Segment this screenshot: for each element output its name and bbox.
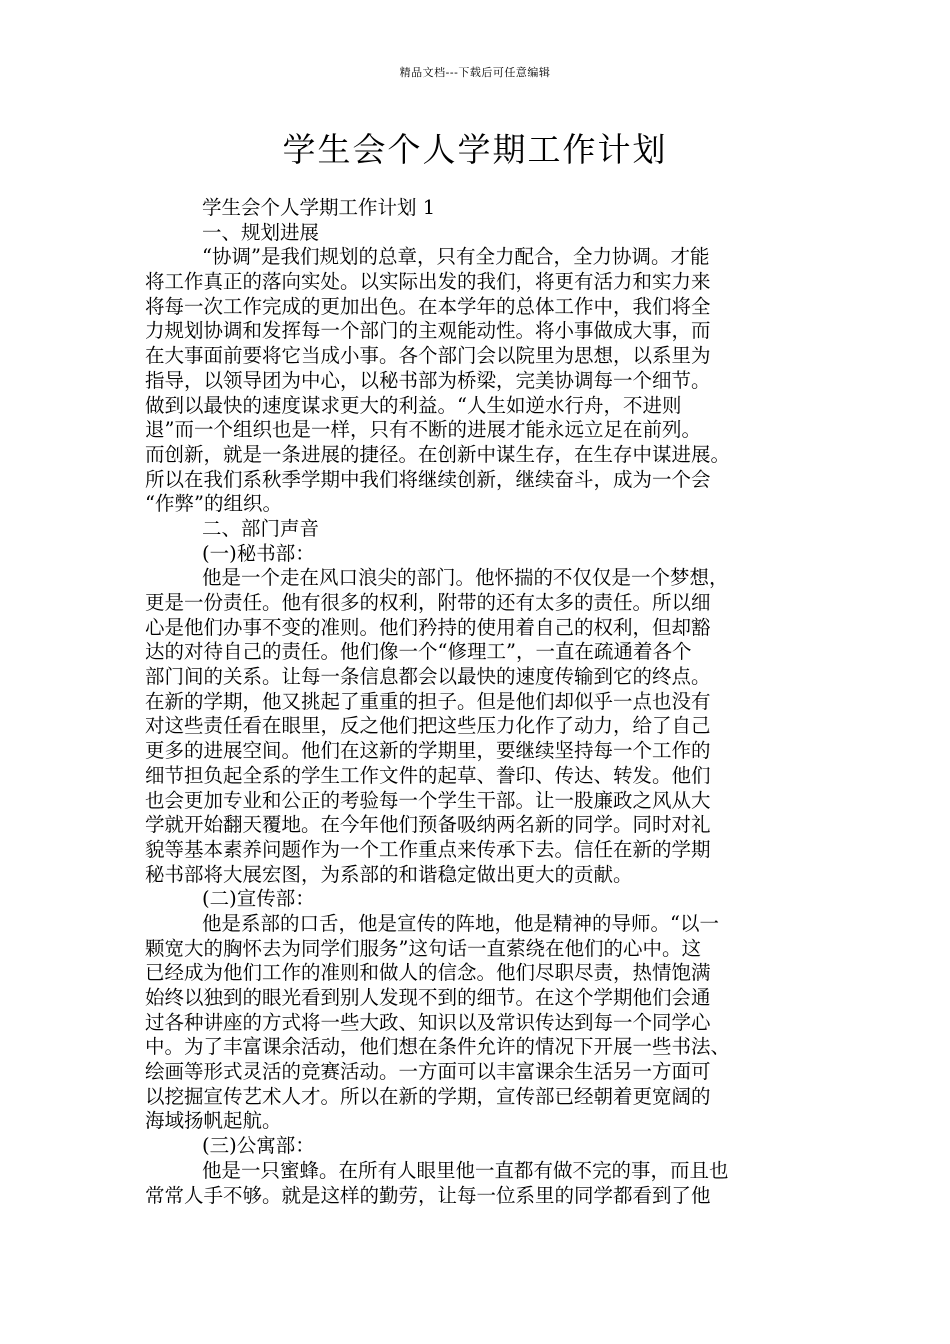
text-line: 绘画等形式灵活的竞赛活动。一方面可以丰富课余生活另一方面可	[145, 1060, 711, 1084]
text-line: 在大事面前要将它当成小事。各个部门会以院里为思想，以系里为	[145, 344, 711, 368]
text-line: 始终以独到的眼光看到别人发现不到的细节。在这个学期他们会通	[145, 986, 711, 1009]
text-line: “作弊”的组织。	[145, 492, 282, 516]
text-line: 将工作真正的落向实处。以实际出发的我们，将更有活力和实力来	[145, 270, 711, 294]
text-line: (二)宣传部：	[202, 887, 315, 911]
document-body	[145, 196, 825, 1208]
text-line: 颗宽大的胸怀去为同学们服务”这句话一直萦绕在他们的心中。这	[145, 936, 701, 960]
text-line: 秘书部将大展宏图，为系部的和谐稳定做出更大的贡献。	[145, 862, 633, 886]
text-line: 对这些责任看在眼里，反之他们把这些压力化作了动力，给了自己	[145, 714, 711, 738]
text-line: (三)公寓部：	[202, 1134, 315, 1158]
text-line: 心是他们办事不变的准则。他们矜持的使用着自己的权利，但却豁	[145, 615, 711, 639]
text-line: (一)秘书部：	[202, 541, 315, 565]
text-line: 在新的学期，他又挑起了重重的担子。但是他们却似乎一点也没有	[145, 689, 711, 713]
text-line: 以挖掘宣传艺术人才。所以在新的学期，宣传部已经朝着更宽阔的	[145, 1084, 711, 1108]
text-line: “协调”是我们规划的总章，只有全力配合，全力协调。才能	[202, 245, 710, 269]
page-header-note: 精品文档---下载后可任意编辑	[399, 66, 551, 79]
text-line: 所以在我们系秋季学期中我们将继续创新，继续奋斗，成为一个会	[145, 467, 711, 491]
text-line: 做到以最快的速度谋求更大的利益。“人生如逆水行舟，不进则	[145, 393, 682, 417]
text-line: 学生会个人学期工作计划 1	[202, 196, 436, 219]
text-line: 更是一份责任。他有很多的权利，附带的还有太多的责任。所以细	[145, 591, 711, 614]
text-line: 也会更加专业和公正的考验每一个学生干部。让一股廉政之风从大	[145, 788, 711, 812]
text-line: 学就开始翻天覆地。在今年他们预备吸纳两名新的同学。同时对礼	[145, 813, 711, 837]
text-line: 更多的进展空间。他们在这新的学期里，要继续坚持每一个工作的	[145, 739, 711, 763]
text-line: 二、部门声音	[202, 516, 320, 540]
text-line: 部门间的关系。让每一条信息都会以最快的速度传输到它的终点。	[145, 665, 711, 689]
text-line: 他是一个走在风口浪尖的部门。他怀揣的不仅仅是一个梦想，	[202, 566, 729, 590]
text-line: 指导，以领导团为中心，以秘书部为桥梁，完美协调每一个细节。	[145, 368, 711, 392]
text-line: 力规划协调和发挥每一个部门的主观能动性。将小事做成大事，而	[145, 319, 711, 343]
text-line: 已经成为他们工作的准则和做人的信念。他们尽职尽责，热情饱满	[145, 961, 711, 985]
text-line: 他是一只蜜蜂。在所有人眼里他一直都有做不完的事，而且也	[202, 1158, 729, 1182]
document-title: 学生会个人学期工作计划	[282, 130, 668, 169]
text-line: 貌等基本素养问题作为一个工作重点来传承下去。信任在新的学期	[145, 837, 711, 861]
text-line: 细节担负起全系的学生工作文件的起草、誊印、传达、转发。他们	[145, 763, 711, 787]
text-line: 中。为了丰富课余活动，他们想在条件允许的情况下开展一些书法、	[145, 1035, 731, 1059]
text-line: 退”而一个组织也是一样，只有不断的进展才能永远立足在前列。	[145, 418, 701, 442]
text-line: 达的对待自己的责任。他们像一个“修理工”，一直在疏通着各个	[145, 640, 692, 664]
text-line: 海域扬帆起航。	[145, 1109, 282, 1133]
text-line: 常常人手不够。就是这样的勤劳，让每一位系里的同学都看到了他	[145, 1183, 711, 1207]
text-line: 过各种讲座的方式将一些大政、知识以及常识传达到每一个同学心	[145, 1010, 711, 1034]
text-line: 将每一次工作完成的更加出色。在本学年的总体工作中，我们将全	[145, 294, 711, 318]
text-line: 而创新，就是一条进展的捷径。在创新中谋生存，在生存中谋进展。	[145, 442, 731, 466]
text-line: 一、规划进展	[202, 220, 320, 244]
text-line: 他是系部的口舌，他是宣传的阵地，他是精神的导师。“以一	[202, 911, 719, 935]
